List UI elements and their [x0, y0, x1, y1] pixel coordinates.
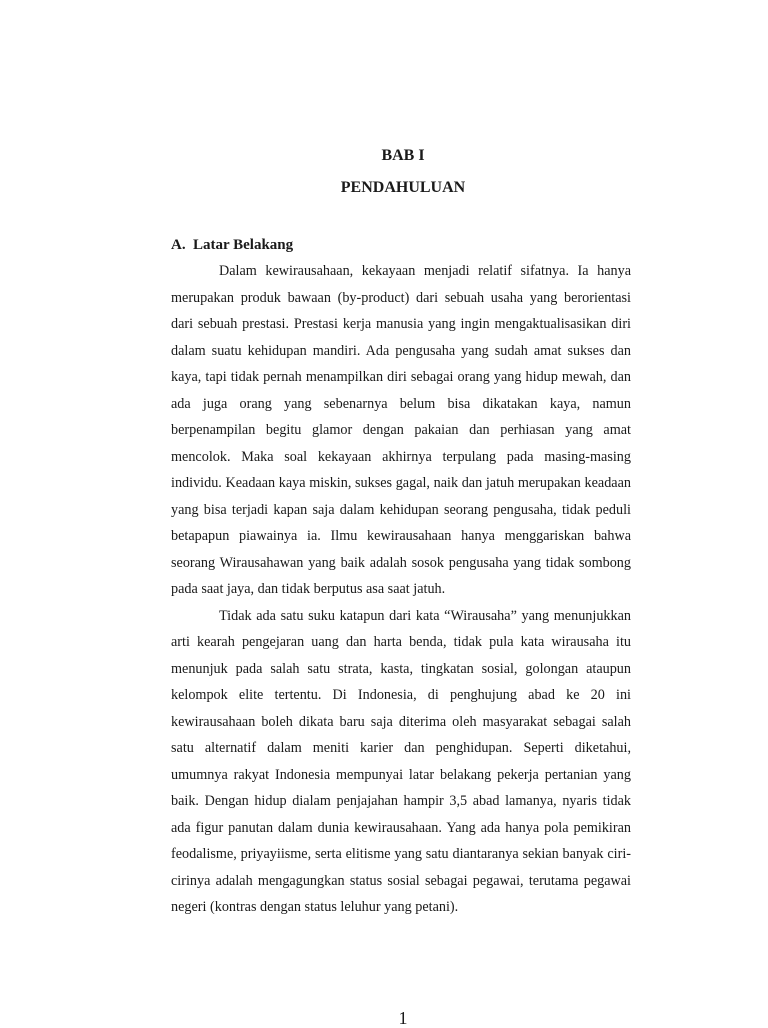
paragraph: Dalam kewirausahaan, kekayaan menjadi relatif sifatnya. Ia hanya merupakan produk bawaan (by-product) dari sebuah usaha yang berorientasi dari sebuah prestasi. Prestasi kerja manusia yang ingin mengaktualisasikan diri dalam suatu kehidupan mandiri. Ada pengusaha yang sudah amat sukses dan kaya, tapi tidak pernah menampilkan diri sebagai orang yang hidup mewah, dan ada juga orang yang sebenarnya belum bisa dikatakan kaya, namun berpenampilan begitu glamor dengan pakaian dan perhiasan yang amat mencolok. Maka soal kekayaan akhirnya terpulang pada masing-masing individu. Keadaan kaya miskin, sukses gagal, naik dan jatuh merupakan keadaan yang bisa terjadi kapan saja dalam kehidupan seorang pengusaha, tidak peduli betapapun piawainya ia. Ilmu kewirausahaan hanya menggariskan bahwa seorang Wirausahawan yang baik adalah sosok pengusaha yang tidak sombong pada saat jaya, dan tidak berputus asa saat jatuh.	[171, 263, 631, 597]
body-text	[171, 258, 631, 921]
page-number: 1	[398, 1008, 408, 1028]
section-heading	[171, 235, 293, 255]
section-title: Latar Belakang	[193, 237, 294, 253]
chapter-title: PENDAHULUAN	[340, 179, 466, 196]
chapter-number: BAB I	[381, 147, 425, 164]
paragraph: Tidak ada satu suku katapun dari kata “Wirausaha” yang menunjukkan arti kearah pengejaran uang dan harta benda, tidak pula kata wirausaha itu menunjuk pada salah satu strata, kasta, tingkatan sosial, golongan ataupun kelompok elite tertentu. Di Indonesia, di penghujung abad ke 20 ini kewirausahaan boleh dikata baru saja diterima oleh masyarakat sebagai salah satu alternatif dalam meniti karier dan penghidupan. Seperti diketahui, umumnya rakyat Indonesia mempunyai latar belakang pekerja pertanian yang baik. Dengan hidup dialam penjajahan hampir 3,5 abad lamanya, nyaris tidak ada figur panutan dalam dunia kewirausahaan. Yang ada hanya pola pemikiran feodalisme, priyayiisme, serta elitisme yang satu diantaranya sekian banyak ciri-cirinya adalah mengagungkan status sosial sebagai pegawai, terutama pegawai negeri (kontras dengan status leluhur yang petani).	[171, 607, 631, 915]
section-letter: A.	[171, 237, 186, 253]
